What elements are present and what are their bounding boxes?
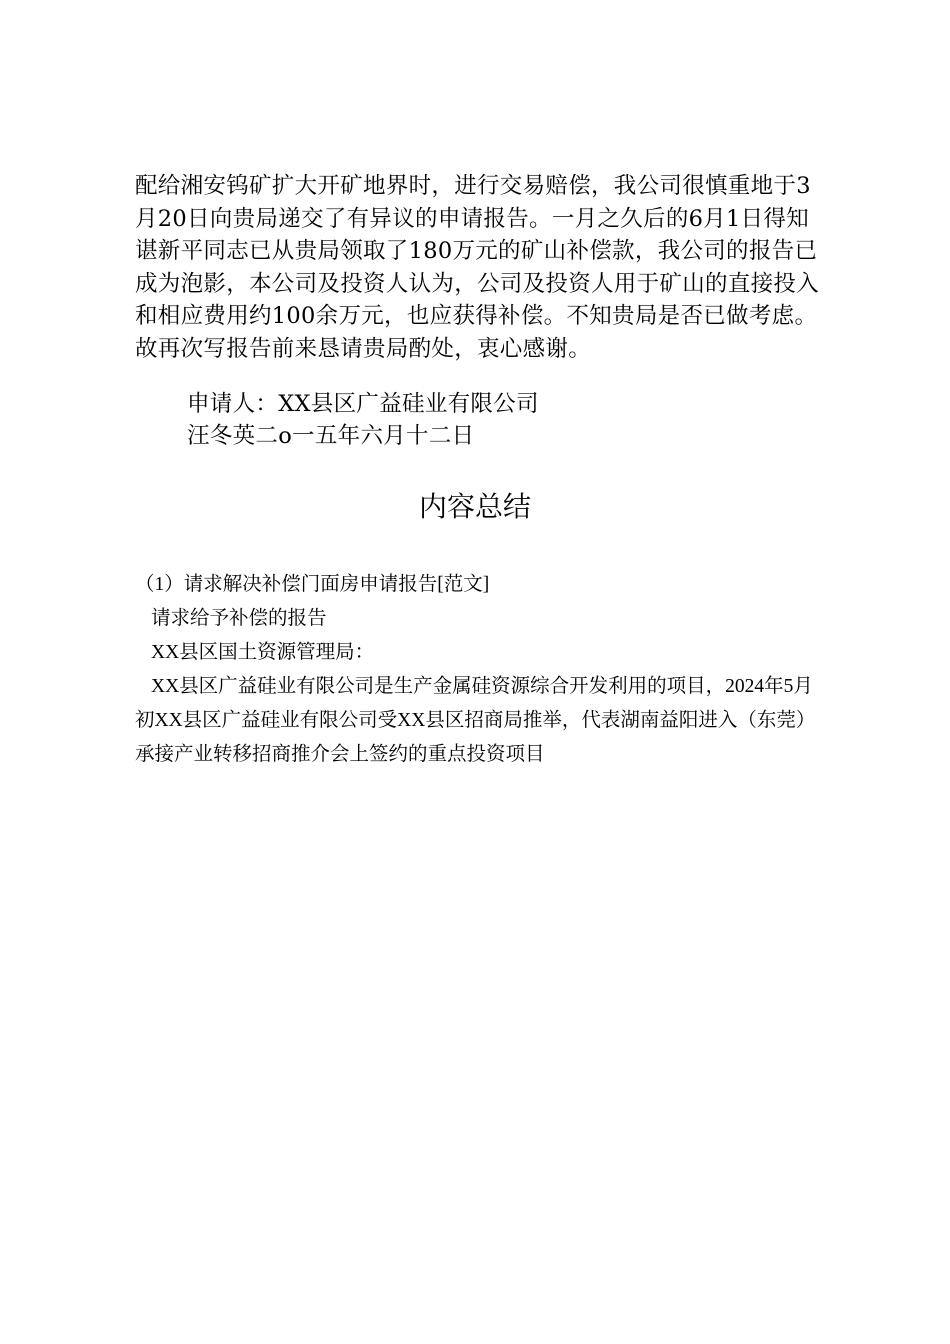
summary-item-heading: （1）请求解决补偿门面房申请报告[范文]: [135, 574, 490, 595]
body-paragraph: 配给湘安钨矿扩大开矿地界时，进行交易赔偿，我公司很慎重地于3月20日向贵局递交了有异议的申请报告。一月之久后的6月1日得知谌新平同志已从贵局领取了180万元的矿山补偿款，我公司的报告已成为泡影，本公司及投资人认为，公司及投资人用于矿山的直接投入和相应费用约100余万元，也应获得补偿。不知贵局是否已做考虑。故再次写报告前来恳请贵局酌处，衷心感谢。: [135, 173, 820, 362]
summary-paragraph: XX县区广益硅业有限公司是生产金属硅资源综合开发利用的项目，2024年5月初XX县区广益硅业有限公司受XX县区招商局推举，代表湖南益阳进入（东莞）承接产业转移招商推介会上签约的重点投资项目: [135, 676, 816, 765]
letter-body: [135, 170, 825, 365]
summary-recipient: XX县区国土资源管理局：: [151, 642, 375, 663]
signature-date-line: 汪冬英二o一五年六月十二日: [187, 423, 475, 449]
applicant-line: 申请人：XX县区广益硅业有限公司: [187, 391, 539, 417]
summary-section: [135, 568, 825, 772]
summary-title: 内容总结: [418, 490, 531, 523]
summary-report-title: 请求给予补偿的报告: [151, 608, 327, 629]
